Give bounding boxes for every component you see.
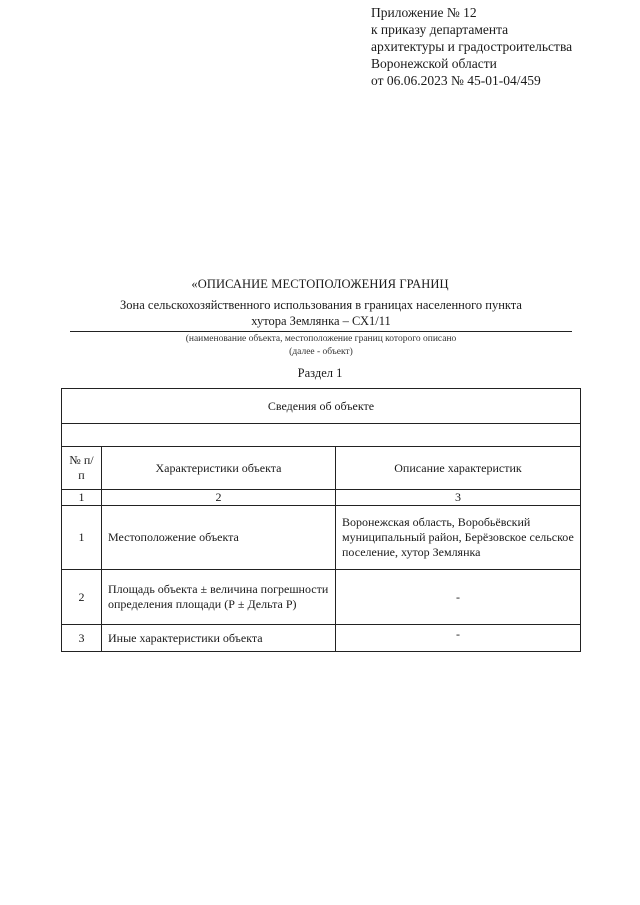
col-number: 1 bbox=[62, 490, 102, 506]
object-name-underline bbox=[70, 331, 572, 332]
row-characteristic: Иные характеристики объекта bbox=[102, 625, 336, 652]
row-description: - bbox=[336, 625, 581, 652]
table-column-headers bbox=[62, 447, 581, 490]
row-description: - bbox=[336, 570, 581, 625]
table-column-numbers bbox=[62, 490, 581, 506]
table-spacer-row bbox=[62, 424, 581, 447]
object-name-line: Зона сельскохозяйственного использования в границах населенного пункта bbox=[120, 298, 522, 312]
table-row bbox=[62, 570, 581, 625]
row-description: Воронежская область, Воробьёвский муниципальный район, Берёзовское сельское поселение, хутор Землянка bbox=[336, 506, 581, 570]
row-characteristic: Площадь объекта ± величина погрешности определения площади (Р ± Дельта Р) bbox=[102, 570, 336, 625]
row-num: 2 bbox=[62, 570, 102, 625]
col-header-description: Описание характеристик bbox=[336, 447, 581, 490]
appendix-note bbox=[371, 4, 631, 89]
caption-line: (далее - объект) bbox=[289, 347, 353, 357]
col-number: 3 bbox=[336, 490, 581, 506]
row-characteristic: Местоположение объекта bbox=[102, 506, 336, 570]
col-header-num: № п/п bbox=[62, 447, 102, 490]
object-name-line: хутора Землянка – СХ1/11 bbox=[251, 314, 391, 328]
col-number: 2 bbox=[102, 490, 336, 506]
appendix-line: Приложение № 12 bbox=[371, 5, 477, 20]
section-title: Раздел 1 bbox=[297, 366, 343, 380]
object-name-caption bbox=[70, 333, 572, 359]
appendix-line: архитектуры и градостроительства bbox=[371, 39, 573, 54]
caption-line: (наименование объекта, местоположение границ которого описано bbox=[185, 334, 457, 344]
appendix-line: от 06.06.2023 № 45-01-04/459 bbox=[371, 73, 541, 88]
col-header-characteristic: Характеристики объекта bbox=[102, 447, 336, 490]
table-header-row bbox=[62, 389, 581, 424]
object-name bbox=[70, 297, 572, 329]
table-spacer-cell bbox=[62, 424, 581, 447]
appendix-line: Воронежской области bbox=[371, 56, 497, 71]
row-num: 1 bbox=[62, 506, 102, 570]
table-header: Сведения об объекте bbox=[62, 389, 581, 424]
row-num: 3 bbox=[62, 625, 102, 652]
document-title: «ОПИСАНИЕ МЕСТОПОЛОЖЕНИЯ ГРАНИЦ bbox=[191, 277, 449, 291]
table-row bbox=[62, 625, 581, 652]
table-row bbox=[62, 506, 581, 570]
appendix-line: к приказу департамента bbox=[371, 22, 509, 37]
object-info-table bbox=[61, 388, 581, 652]
